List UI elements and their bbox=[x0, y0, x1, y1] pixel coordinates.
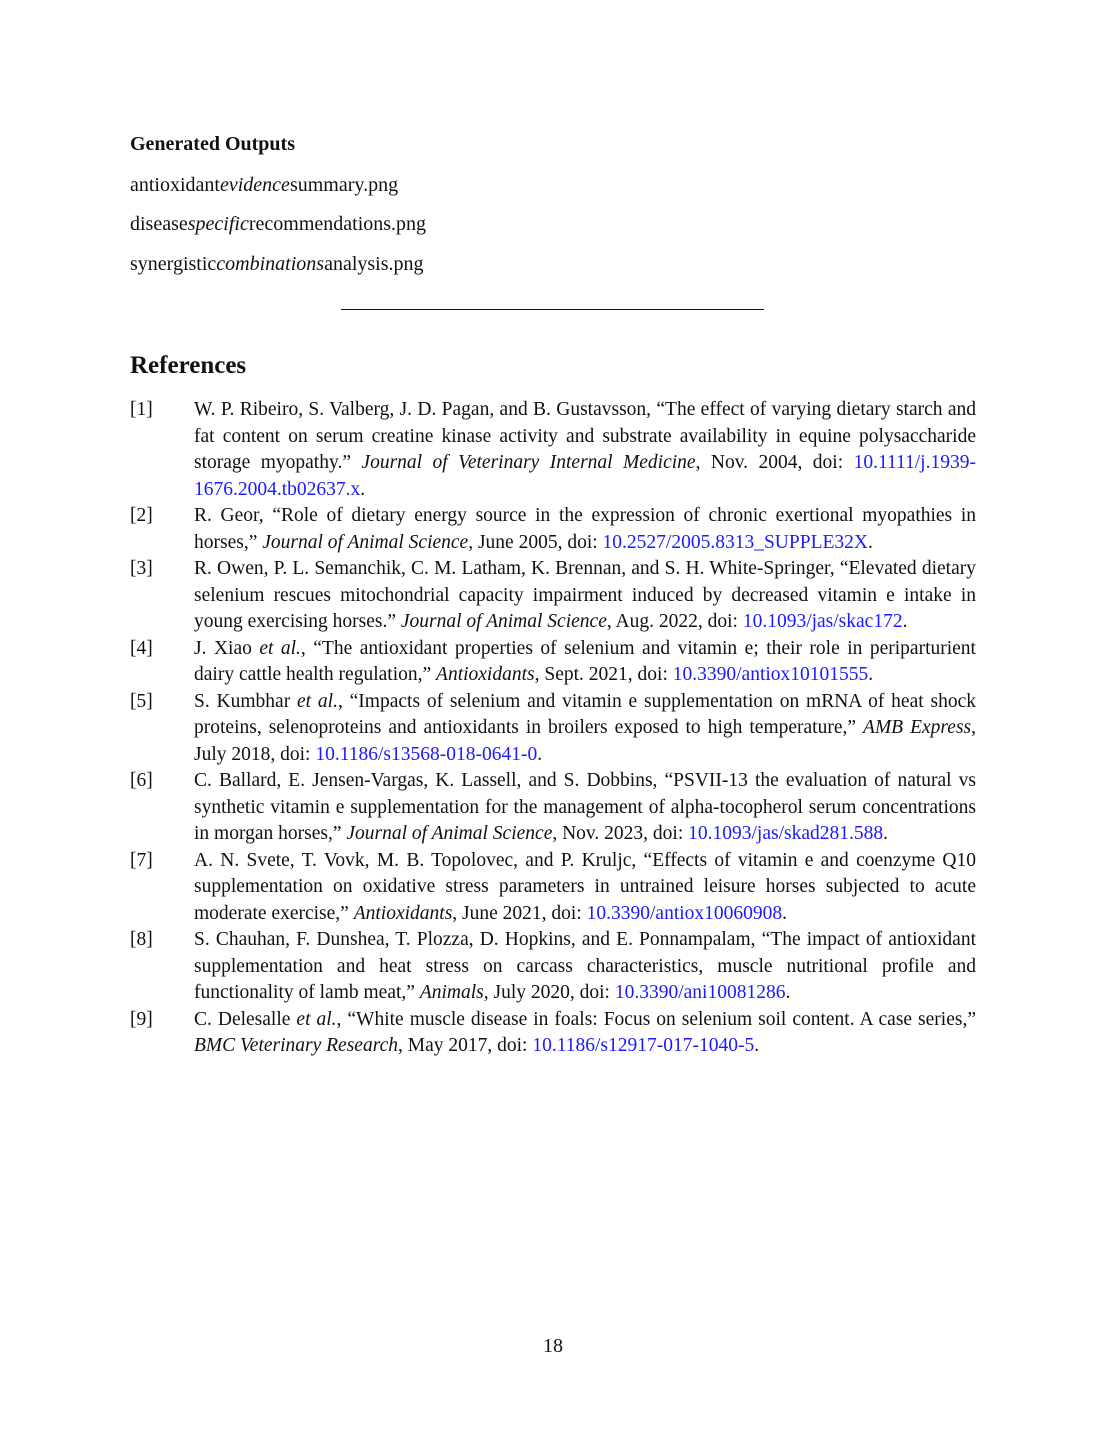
reference-title: “The effect of varying dietary starch and fat content on serum creatine kinase activity and substrate availability in equine polysaccharide storage myopathy.” bbox=[194, 399, 977, 473]
reference-journal: AMB Express bbox=[863, 717, 972, 738]
reference-date: , June 2005, doi: bbox=[468, 531, 603, 553]
page-number: 18 bbox=[543, 1335, 563, 1357]
reference-title: “Elevated dietary selenium rescues mitochondrial capacity impairment induced by decreased vitamin e intake in young exercising horses.” bbox=[194, 558, 976, 632]
reference-item: [8] S. Chauhan, F. Dunshea, T. Plozza, D. Hopkins, and E. Ponnampalam, “The impact of antioxidant supplementation and heat stress on carcass characteristics, muscle nutritional profile and functionality of lamb meat,” Animals, July 2020, doi: 10.3390/ani10081286. bbox=[130, 929, 976, 1003]
reference-journal: Journal of Animal Science bbox=[400, 611, 607, 632]
reference-authors: C. Delesalle bbox=[194, 1008, 297, 1030]
reference-date: , Aug. 2022, doi: bbox=[606, 611, 743, 632]
reference-number: [4] bbox=[130, 637, 153, 659]
reference-item: [4] J. Xiao et al., “The antioxidant properties of selenium and vitamin e; their role in periparturient dairy cattle health regulation,” Antioxidants, Sept. 2021, doi: 10.3390/antiox10101555. bbox=[130, 637, 976, 685]
reference-date: , Nov. 2023, doi: bbox=[552, 823, 689, 844]
reference-journal: Journal of Animal Science bbox=[262, 531, 469, 553]
reference-item: [9] C. Delesalle et al., “White muscle disease in foals: Focus on selenium soil content. A case series,” BMC Veterinary Research, May 2017, doi: 10.1186/s12917-017-1040-5. bbox=[130, 1008, 976, 1056]
reference-number: [1] bbox=[130, 399, 153, 420]
reference-doi-link[interactable]: 10.1093/jas/skac172 bbox=[742, 611, 903, 632]
reference-title: “PSVII-13 the evaluation of natural vs synthetic vitamin e supplementation for the management of alpha-tocopherol serum concentrations in morgan horses,” bbox=[194, 770, 976, 844]
reference-authors: S. Chauhan, F. Dunshea, T. Plozza, D. Hopkins, and E. Ponnampalam, bbox=[194, 929, 762, 950]
reference-doi-link[interactable]: 10.1111/j.1939-1676.2004.tb02637.x bbox=[194, 452, 976, 500]
references-heading: References bbox=[130, 352, 247, 379]
reference-etal: et al. bbox=[296, 1008, 337, 1030]
reference-authors: W. P. Ribeiro, S. Valberg, J. D. Pagan, and B. Gustavsson, bbox=[194, 399, 657, 420]
file-name-part: disease bbox=[130, 213, 188, 235]
reference-etal: et al. bbox=[259, 637, 301, 659]
reference-doi-link[interactable]: 10.1093/jas/skad281.588 bbox=[688, 823, 884, 844]
file-name-part: synergistic bbox=[130, 253, 217, 275]
reference-date: , Nov. 2004, doi: bbox=[695, 452, 854, 473]
section-divider bbox=[341, 309, 764, 310]
file-name-italic-part: evidence bbox=[219, 174, 290, 196]
output-file-item bbox=[130, 172, 398, 198]
reference-item: [1] W. P. Ribeiro, S. Valberg, J. D. Pagan, and B. Gustavsson, “The effect of varying dietary starch and fat content on serum creatine kinase activity and substrate availability in equine polysaccharide storage myopathy.” Journal of Veterinary Internal Medicine, Nov. 2004, doi: 10.1111/j.1939-1676.2004.tb02637.x. bbox=[130, 399, 977, 500]
reference-title: , “Impacts of selenium and vitamin e supplementation on mRNA of heat shock proteins, selenoproteins and antioxidants in broilers exposed to high temperature,” bbox=[194, 690, 976, 738]
reference-journal: Journal of Veterinary Internal Medicine bbox=[361, 452, 696, 473]
reference-authors: J. Xiao bbox=[194, 637, 260, 659]
file-name-italic-part: specific bbox=[187, 213, 249, 235]
file-name-part: analysis.png bbox=[324, 253, 424, 275]
reference-authors: A. N. Svete, T. Vovk, M. B. Topolovec, and P. Kruljc, bbox=[194, 849, 644, 871]
reference-authors: R. Geor, bbox=[194, 505, 273, 526]
reference-title: “The impact of antioxidant supplementation and heat stress on carcass characteristics, muscle nutritional profile and functionality of lamb meat,” bbox=[194, 929, 976, 1003]
reference-item: [6] C. Ballard, E. Jensen-Vargas, K. Lassell, and S. Dobbins, “PSVII-13 the evaluation of natural vs synthetic vitamin e supplementation for the management of alpha-tocopherol serum concentrations in morgan horses,” Journal of Animal Science, Nov. 2023, doi: 10.1093/jas/skad281.588. bbox=[130, 770, 976, 844]
reference-title: “Effects of vitamin e and coenzyme Q10 supplementation on oxidative stress parameters in untrained leisure horses subjected to acute moderate exercise,” bbox=[194, 849, 976, 924]
reference-item: [7] A. N. Svete, T. Vovk, M. B. Topolovec, and P. Kruljc, “Effects of vitamin e and coenzyme Q10 supplementation on oxidative stress parameters in untrained leisure horses subjected to acute moderate exercise,” Antioxidants, June 2021, doi: 10.3390/antiox10060908. bbox=[130, 849, 976, 924]
reference-doi-link[interactable]: 10.1186/s12917-017-1040-5 bbox=[532, 1035, 755, 1056]
file-name-part: antioxidant bbox=[130, 174, 220, 196]
reference-doi-link[interactable]: 10.1186/s13568-018-0641-0 bbox=[315, 743, 538, 765]
reference-date: , July 2018, doi: bbox=[194, 717, 976, 765]
reference-number: [6] bbox=[130, 770, 153, 791]
reference-journal: Antioxidants bbox=[436, 664, 535, 685]
reference-authors: S. Kumbhar bbox=[194, 690, 298, 712]
reference-authors: C. Ballard, E. Jensen-Vargas, K. Lassell, and S. Dobbins, bbox=[194, 770, 665, 791]
reference-number: [2] bbox=[130, 505, 153, 526]
reference-journal: BMC Veterinary Research bbox=[194, 1035, 398, 1056]
generated-outputs-heading: Generated Outputs bbox=[130, 133, 295, 155]
reference-doi-link[interactable]: 10.3390/antiox10060908 bbox=[586, 902, 783, 924]
reference-number: [5] bbox=[130, 690, 153, 712]
reference-title: “Role of dietary energy source in the expression of chronic exertional myopathies in horses,” bbox=[194, 505, 976, 553]
reference-journal: Antioxidants bbox=[353, 902, 453, 924]
output-file-item bbox=[130, 211, 426, 237]
file-name-part: summary.png bbox=[289, 174, 399, 196]
reference-item: [5] S. Kumbhar et al., “Impacts of selenium and vitamin e supplementation on mRNA of heat shock proteins, selenoproteins and antioxidants in broilers exposed to high temperature,” AMB Express, July 2018, doi: 10.1186/s13568-018-0641-0. bbox=[130, 690, 976, 765]
reference-date: , June 2021, doi: bbox=[452, 902, 587, 924]
reference-number: [8] bbox=[130, 929, 153, 950]
reference-number: [7] bbox=[130, 849, 153, 871]
reference-doi-link[interactable]: 10.3390/antiox10101555 bbox=[672, 664, 869, 685]
reference-item: [2] R. Geor, “Role of dietary energy source in the expression of chronic exertional myopathies in horses,” Journal of Animal Science, June 2005, doi: 10.2527/2005.8313_SUPPLE32X. bbox=[130, 505, 976, 553]
reference-title: , “The antioxidant properties of selenium and vitamin e; their role in periparturient dairy cattle health regulation,” bbox=[194, 637, 976, 685]
reference-title: , “White muscle disease in foals: Focus on selenium soil content. A case series,” bbox=[336, 1008, 976, 1030]
file-name-italic-part: combinations bbox=[216, 253, 325, 275]
reference-journal: Journal of Animal Science bbox=[346, 823, 553, 844]
reference-number: [3] bbox=[130, 558, 153, 579]
reference-doi-link[interactable]: 10.3390/ani10081286 bbox=[614, 982, 786, 1003]
reference-item: [3] R. Owen, P. L. Semanchik, C. M. Latham, K. Brennan, and S. H. White-Springer, “Elevated dietary selenium rescues mitochondrial capacity impairment induced by decreased vitamin e intake in young exercising horses.” Journal of Animal Science, Aug. 2022, doi: 10.1093/jas/skac172. bbox=[130, 558, 976, 632]
reference-date: , Sept. 2021, doi: bbox=[534, 664, 673, 685]
reference-etal: et al. bbox=[297, 690, 338, 712]
reference-date: , July 2020, doi: bbox=[483, 982, 615, 1003]
reference-doi-link[interactable]: 10.2527/2005.8313_SUPPLE32X bbox=[602, 531, 868, 553]
output-file-item bbox=[130, 251, 424, 277]
file-name-part: recommendations.png bbox=[248, 213, 427, 235]
reference-journal: Animals bbox=[419, 982, 484, 1003]
reference-list bbox=[130, 397, 976, 1060]
reference-authors: R. Owen, P. L. Semanchik, C. M. Latham, K. Brennan, and S. H. White-Springer, bbox=[194, 558, 840, 579]
reference-number: [9] bbox=[130, 1008, 153, 1030]
reference-date: , May 2017, doi: bbox=[397, 1035, 533, 1056]
